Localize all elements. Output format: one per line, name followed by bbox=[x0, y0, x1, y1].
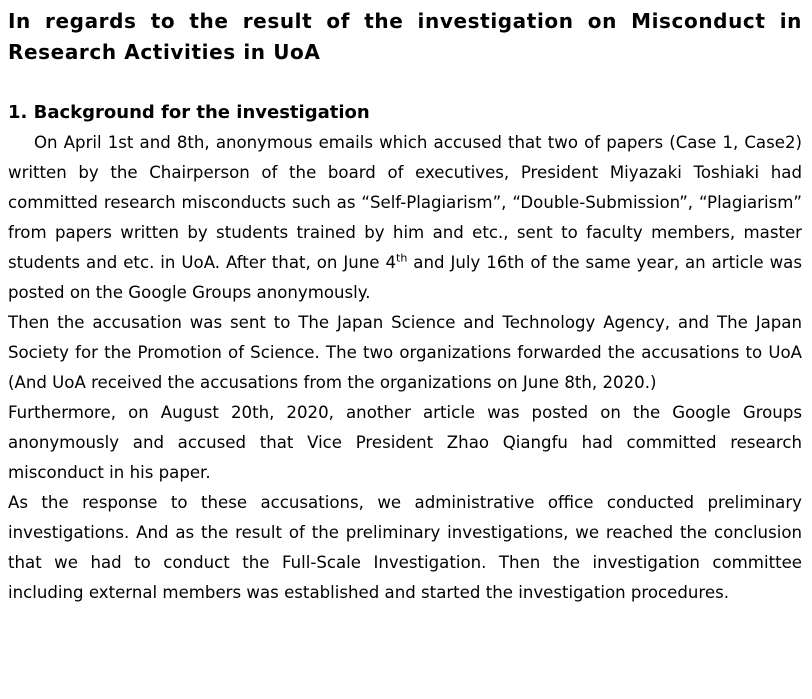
paragraph-investigation-response: As the response to these accusations, we administrative office conducted preliminary investigations. And as the result of the preliminary investigations, we reached the conclusion that we had to conduct the Full-Scale Investigation. Then the investigation committee including external members was established and started the investigation procedures. bbox=[8, 493, 802, 602]
paragraph-accusation-forwarded: Then the accusation was sent to The Japan Science and Technology Agency, and The Japan Society for the Promotion of Science. The two organizations forwarded the accusations to UoA (And UoA received the accusations from the organizations on June 8th, 2020.) bbox=[8, 313, 802, 392]
document-title: In regards to the result of the investigation on Misconduct in Research Activities in UoA bbox=[8, 9, 802, 64]
paragraph-text: and July 16th of the same year, an article was posted on the Google Groups anonymously. bbox=[8, 253, 802, 302]
ordinal-superscript: th bbox=[396, 251, 408, 265]
paragraph-accusation-emails bbox=[8, 128, 802, 308]
paragraph-vice-president-accusation: Furthermore, on August 20th, 2020, another article was posted on the Google Groups anonymously and accused that Vice President Zhao Qiangfu had committed research misconduct in his paper. bbox=[8, 403, 802, 482]
section-heading-background: 1. Background for the investigation bbox=[8, 102, 370, 123]
paragraph-text: On April 1st and 8th, anonymous emails which accused that two of papers (Case 1, Case2) written by the Chairperson of the board of executives, President Miyazaki Toshiaki had committed research misconducts such as “Self-Plagiarism”, “Double-Submission”, “Plagiarism” from papers written by students trained by him and etc., sent to faculty members, master students and etc. in UoA. After that, on June 4 bbox=[8, 133, 802, 272]
